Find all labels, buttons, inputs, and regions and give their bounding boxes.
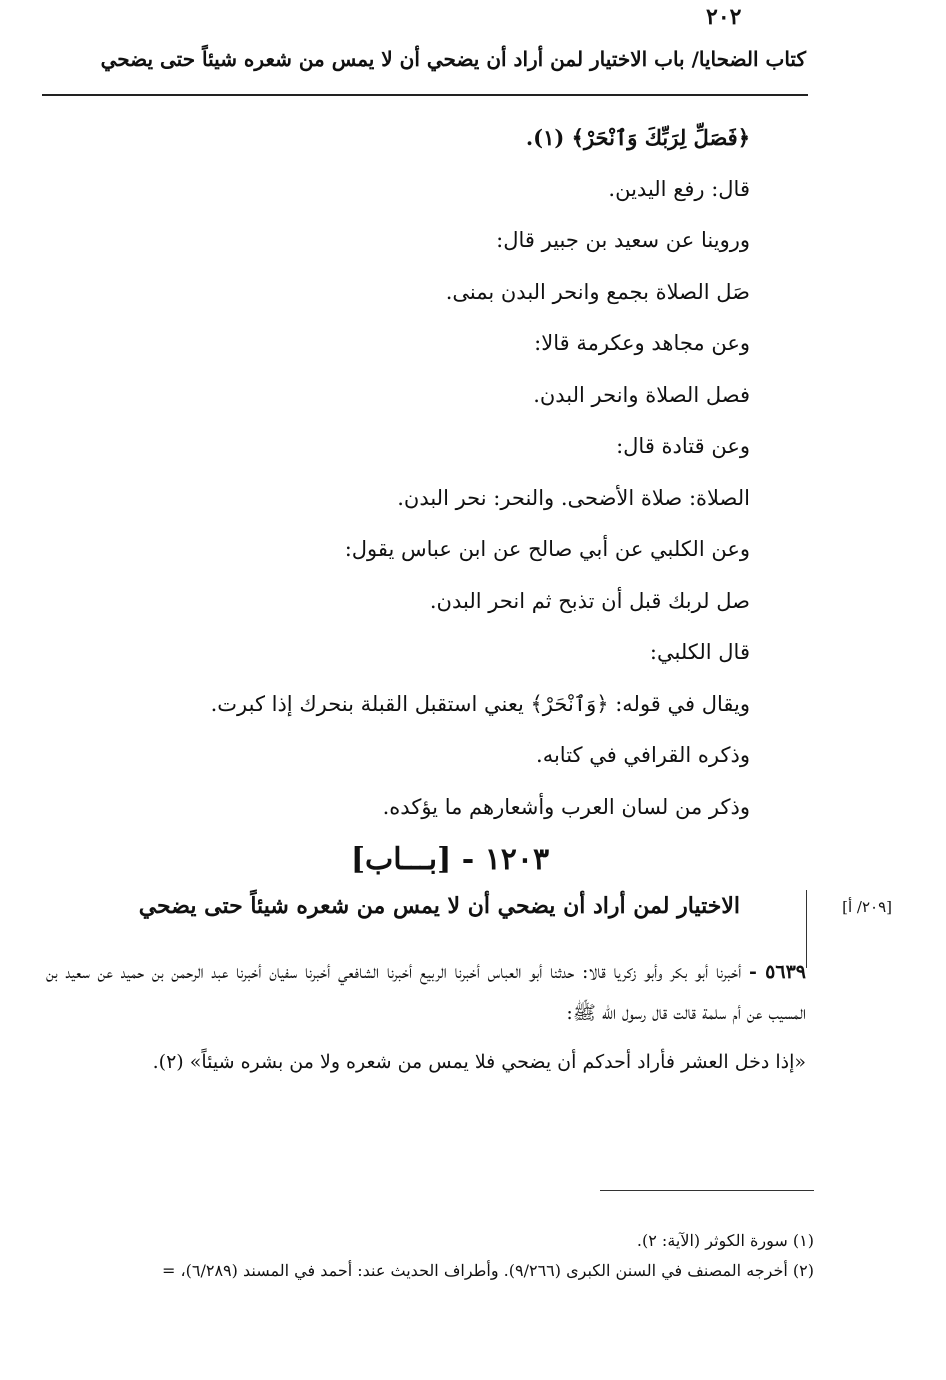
- text-line: قال: رفع اليدين.: [608, 176, 750, 201]
- text-line: وعن الكلبي عن أبي صالح عن ابن عباس يقول:: [344, 537, 750, 561]
- quran-verse-line: ﴿فَصَلِّ لِرَبِّكَ وَٱنْحَرْ﴾ (١).: [525, 125, 750, 150]
- text-line: وعن قتادة قال:: [616, 434, 750, 458]
- text-line: وذكر من لسان العرب وأشعارهم ما يؤكده.: [382, 794, 750, 819]
- text-line: وذكره القرافي في كتابه.: [536, 743, 750, 767]
- footnote: (٢) أخرجه المصنف في السنن الكبرى (٩/٢٦٦). وأطراف الحديث عند: أحمد في المسند (٦/٢٨٩)، =: [161, 1261, 814, 1280]
- running-header: [42, 42, 806, 94]
- text-line: صَل الصلاة بجمع وانحر البدن بمنى.: [445, 279, 750, 304]
- chapter-heading: ١٢٠٣ - [بـــاب]: [350, 842, 550, 877]
- text-line: ويقال في قوله: ﴿وَٱنْحَرْ﴾ يعني استقبل القبلة بنحرك إذا كبرت.: [210, 691, 750, 716]
- body-text: [130, 112, 750, 833]
- text-line: فصل الصلاة وانحر البدن.: [533, 382, 750, 407]
- hadith-number: ٥٦٣٩ -: [749, 961, 806, 983]
- running-header-title: كتاب الضحايا/ باب الاختيار لمن أراد أن يضحي أن لا يمس من شعره شيئاً حتى يضحي: [100, 47, 806, 71]
- hadith-isnad-paragraph: [46, 952, 806, 1034]
- footnote-divider: [600, 1190, 814, 1191]
- hadith-block: [46, 952, 806, 1083]
- hadith-isnad: أخبرنا أبو بكر وأبو زكريا قالا: حدثنا أبو العباس أخبرنا الربيع أخبرنا الشافعي أخبرنا سفيان أخبرنا عبد الرحمن بن حميد عن سعيد بن المسيب عن أم سلمة قالت قال رسول الله ﷺ:: [46, 961, 806, 1024]
- chapter-title: الاختيار لمن أراد أن يضحي أن لا يمس من شعره شيئاً حتى يضحي: [138, 893, 740, 919]
- margin-marker-bar: [806, 890, 807, 968]
- text-line: وروينا عن سعيد بن جبير قال:: [496, 228, 750, 252]
- footnotes: [46, 1226, 814, 1286]
- text-line: قال الكلبي:: [649, 640, 750, 664]
- footnote: (١) سورة الكوثر (الآية: ٢).: [636, 1231, 814, 1250]
- text-line: صل لربك قبل أن تذبح ثم انحر البدن.: [429, 588, 750, 613]
- text-line: الصلاة: صلاة الأضحى. والنحر: نحر البدن.: [397, 485, 750, 510]
- manuscript-folio-ref: [٢٠٩/ أ]: [842, 898, 892, 916]
- hadith-matn: «إذا دخل العشر فأراد أحدكم أن يضحي فلا يمس من شعره ولا من بشره شيئاً» (٢).: [152, 1051, 806, 1073]
- text-line: وعن مجاهد وعكرمة قالا:: [534, 331, 750, 355]
- page-number: ٢٠٢: [706, 4, 742, 30]
- header-divider: [42, 94, 808, 96]
